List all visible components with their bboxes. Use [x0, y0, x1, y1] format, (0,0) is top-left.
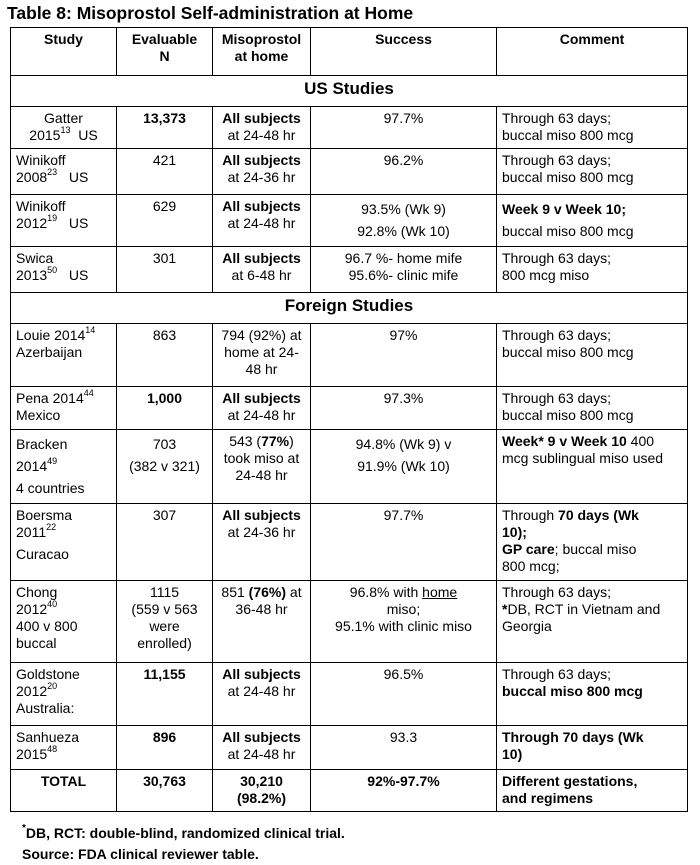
footnote-source: Source: FDA clinical reviewer table. — [22, 846, 259, 862]
comment-cell: Through 63 days; *DB, RCT in Vietnam and Georgia — [497, 581, 688, 663]
table-row — [11, 387, 688, 430]
table-row — [11, 149, 688, 195]
evaluable-cell: 13,373 — [117, 107, 213, 149]
evaluable-cell: 1,000 — [117, 387, 213, 430]
misoprostol-cell: All subjects at 24-48 hr — [213, 387, 311, 430]
study-cell: Winikoff 2008$^{23}$ US — [11, 149, 117, 195]
success-cell: 96.5% — [311, 663, 497, 726]
section-foreign-studies: Foreign Studies — [11, 293, 688, 324]
table-row — [11, 726, 688, 770]
header-study: Study — [11, 28, 117, 76]
evaluable-cell: 307 — [117, 504, 213, 581]
comment-cell: Through 63 days; 800 mcg miso — [497, 247, 688, 293]
success-cell: 94.8% (Wk 9) v 91.9% (Wk 10) — [311, 430, 497, 504]
success-cell: 96.8% with home miso; 95.1% with clinic miso — [311, 581, 497, 663]
comment-cell: Through 63 days; buccal miso 800 mcg — [497, 663, 688, 726]
comment-cell: Through 63 days; buccal miso 800 mcg — [497, 107, 688, 149]
success-cell: 97% — [311, 324, 497, 387]
table-row — [11, 663, 688, 726]
total-success: 92%-97.7% — [311, 770, 497, 812]
evaluable-cell: 863 — [117, 324, 213, 387]
table-row — [11, 195, 688, 247]
header-success: Success — [311, 28, 497, 76]
misoprostol-cell: All subjects at 24-48 hr — [213, 195, 311, 247]
misoprostol-cell: All subjects at 24-48 hr — [213, 726, 311, 770]
study-cell: Bracken 2014$^{49}$ 4 countries — [11, 430, 117, 504]
footnotes — [22, 823, 345, 865]
comment-cell: Through 70 days (Wk 10); GP care; buccal miso 800 mcg; — [497, 504, 688, 581]
success-cell: 93.5% (Wk 9) 92.8% (Wk 10) — [311, 195, 497, 247]
evaluable-cell: 629 — [117, 195, 213, 247]
study-cell: Swica 2013$^{50}$ US — [11, 247, 117, 293]
success-cell: 97.7% — [311, 504, 497, 581]
study-cell: Pena 2014$^{44}$ Mexico — [11, 387, 117, 430]
header-comment: Comment — [497, 28, 688, 76]
evaluable-cell: 301 — [117, 247, 213, 293]
evaluable-cell: 1115 (559 v 563 were enrolled) — [117, 581, 213, 663]
misoprostol-cell: 794 (92%) at home at 24- 48 hr — [213, 324, 311, 387]
success-cell: 97.7% — [311, 107, 497, 149]
header-evaluable: Evaluable N — [117, 28, 213, 76]
section-row-us — [11, 76, 688, 107]
study-cell: Chong 2012$^{40}$ 400 v 800 buccal — [11, 581, 117, 663]
table-row — [11, 504, 688, 581]
comment-cell: Through 63 days; buccal miso 800 mcg — [497, 149, 688, 195]
table-row — [11, 324, 688, 387]
study-cell: Gatter 2015$^{13}$ US — [11, 107, 117, 149]
comment-cell: Week* 9 v Week 10 400 mcg sublingual miso used — [497, 430, 688, 504]
table-row — [11, 430, 688, 504]
table-title: Table 8: Misoprostol Self-administration at Home — [7, 3, 414, 23]
comment-cell: Through 63 days; buccal miso 800 mcg — [497, 387, 688, 430]
header-row — [11, 28, 688, 76]
total-misoprostol: 30,210 (98.2%) — [213, 770, 311, 812]
misoprostol-cell: All subjects at 24-48 hr — [213, 107, 311, 149]
total-evaluable: 30,763 — [117, 770, 213, 812]
table-row — [11, 581, 688, 663]
success-cell: 93.3 — [311, 726, 497, 770]
evaluable-cell: 896 — [117, 726, 213, 770]
misoprostol-cell: All subjects at 24-48 hr — [213, 663, 311, 726]
comment-cell: Week 9 v Week 10; buccal miso 800 mcg — [497, 195, 688, 247]
table-row — [11, 247, 688, 293]
evaluable-cell: 703 (382 v 321) — [117, 430, 213, 504]
study-cell: Boersma 2011$^{22}$ Curacao — [11, 504, 117, 581]
study-cell: Goldstone 2012$^{20}$ Australia: — [11, 663, 117, 726]
misoprostol-cell: 543 (77%) took miso at 24-48 hr — [213, 430, 311, 504]
misoprostol-cell: 851 (76%) at 36-48 hr — [213, 581, 311, 663]
total-row — [11, 770, 688, 812]
section-row-foreign — [11, 293, 688, 324]
header-misoprostol: Misoprostol at home — [213, 28, 311, 76]
success-cell: 96.2% — [311, 149, 497, 195]
success-cell: 97.3% — [311, 387, 497, 430]
table-row — [11, 107, 688, 149]
misoprostol-cell: All subjects at 24-36 hr — [213, 504, 311, 581]
footnote-abbreviations: *DB, RCT: double-blind, randomized clinical trial. — [22, 823, 345, 841]
total-comment: Different gestations, and regimens — [497, 770, 688, 812]
evaluable-cell: 421 — [117, 149, 213, 195]
section-us-studies: US Studies — [11, 76, 688, 107]
misoprostol-table — [10, 27, 688, 812]
evaluable-cell: 11,155 — [117, 663, 213, 726]
success-cell: 96.7 %- home mife 95.6%- clinic mife — [311, 247, 497, 293]
comment-cell: Through 63 days; buccal miso 800 mcg — [497, 324, 688, 387]
study-cell: Winikoff 2012$^{19}$ US — [11, 195, 117, 247]
study-cell: Louie 2014$^{14}$ Azerbaijan — [11, 324, 117, 387]
misoprostol-cell: All subjects at 24-36 hr — [213, 149, 311, 195]
study-cell: Sanhueza 2015$^{48}$ — [11, 726, 117, 770]
total-label: TOTAL — [11, 770, 117, 812]
misoprostol-cell: All subjects at 6-48 hr — [213, 247, 311, 293]
comment-cell: Through 70 days (Wk 10) — [497, 726, 688, 770]
